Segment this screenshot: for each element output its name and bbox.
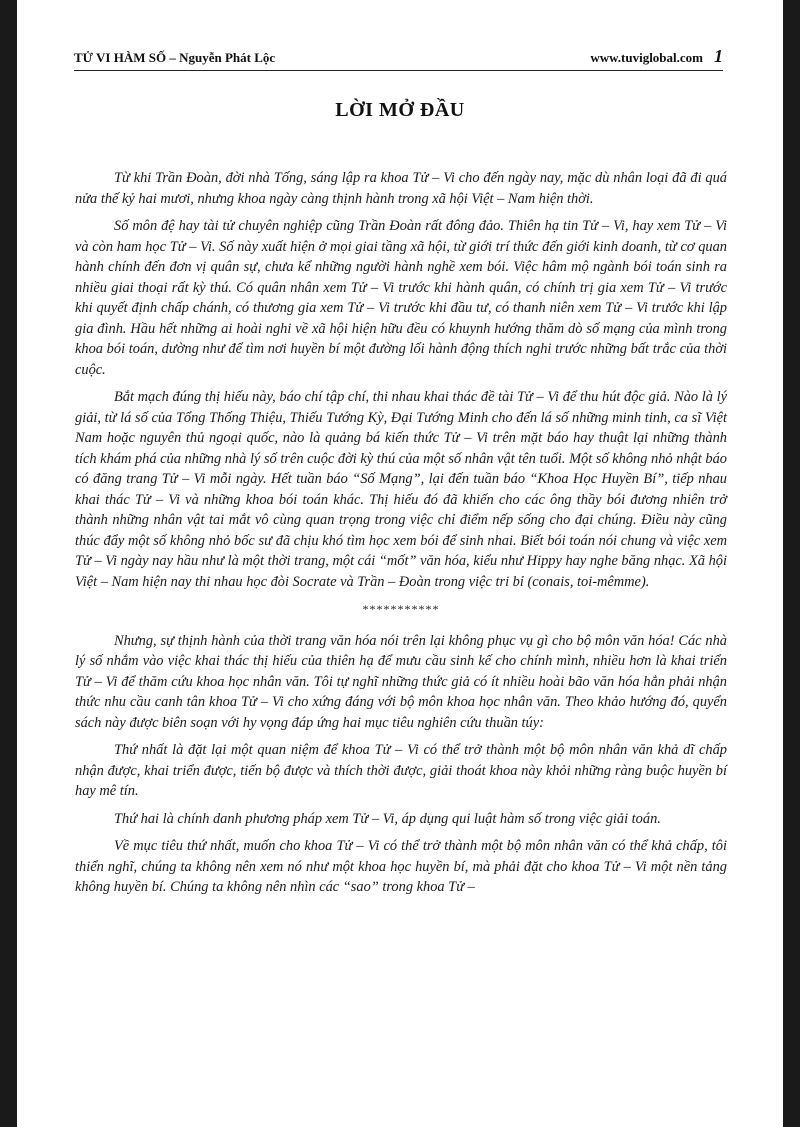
document-page bbox=[17, 0, 783, 1127]
body-text bbox=[75, 168, 727, 905]
paragraph: Thứ hai là chính danh phương pháp xem Tử – Vi, áp dụng qui luật hàm số trong việc giải toán. bbox=[114, 810, 661, 827]
paragraph: Bắt mạch đúng thị hiếu này, báo chí tập chí, thi nhau khai thác đề tài Tử – Vi để thu hút độc giả. Nào là lý giải, từ lá số của Tổng Thống Thiệu, Thiếu Tướng Kỳ, Đại Tướng Minh cho đến lá số những minh tinh, ca sĩ Việt Nam hoặc nguyên thủ ngoại quốc, nào là quảng bá kiến thức Tử – Vi trên mặt báo hay thuật lại những thành tích khám phá của những nhà lý số trên cuộc đời kỳ thú của một số nhân vật tên tuổi. Một số không nhỏ nhật báo có đăng trang Tử – Vi mỗi ngày. Hết tuần báo “Số Mạng”, lại đến tuần báo “Khoa Học Huyền Bí”, tiếp nhau khai thác Tử – Vi và những khoa bói toán khác. Thị hiếu đó đã khiến cho các ông thầy bói đương nhiên trở thành những nhân vật tai mắt vô cùng quan trọng trong việc chỉ điểm nếp sống cho đại chúng. Điều này cũng thúc đẩy một số không nhỏ bốc sư đã chịu khó tìm học xem bói để sinh nhai. Biết bói toán nói chung và việc xem Tử – Vi ngày nay hầu như là một thời trang, một cái “mốt” văn hóa, kiểu như Hippy hay nghe băng nhạc. Xã hội Việt – Nam hiện nay thi nhau học đòi Socrate và Trần – Đoàn trong việc tri bỉ (conais, toi-mêmme). bbox=[75, 389, 727, 590]
paragraph: Thứ nhất là đặt lại một quan niệm để khoa Tử – Vi có thể trở thành một bộ môn nhân văn khả dĩ chấp nhận được, khai triển được, tiến bộ được và thích thời được, giải thoát khoa này khỏi những ràng buộc huyền bí hay mê tín. bbox=[75, 742, 727, 799]
chapter-title: LỜI MỞ ĐẦU bbox=[335, 99, 465, 121]
page-number: 1 bbox=[714, 46, 723, 66]
paragraph: Số môn đệ hay tài tử chuyên nghiệp cũng Trần Đoàn rất đông đảo. Thiên hạ tin Tử – Vi, hay xem Tử – Vi và còn ham học Tử – Vi. Số này xuất hiện ở mọi giai tầng xã hội, từ giới trí thức đến giới kinh doanh, từ cơ quan hành chính đến đơn vị quân sự, chưa kể những người hành nghề xem bói. Việc hâm mộ ngành bói toán sinh ra nhiều giai thoại rất kỳ thú. Có quân nhân xem Tử – Vi trước khi hành quân, có chính trị gia xem Tử – Vi trước khi quyết định chấp chánh, có thương gia xem Tử – Vi trước khi đầu tư, có thanh niên xem Tử – Vi trước khi lập gia đình. Hầu hết những ai hoài nghi về xã hội hiện hữu đều có khuynh hướng thăm dò số mạng của mình trong khoa bói toán, dường như để tìm nơi huyền bí một đường lối hành động thích nghi trước những bất trắc của thời cuộc. bbox=[75, 218, 727, 378]
paragraph: Từ khi Trần Đoàn, đời nhà Tống, sáng lập ra khoa Tử – Vi cho đến ngày nay, mặc dù nhân loại đã đi quá nửa thế kỷ hai mươi, nhưng khoa ngày càng thịnh hành trong xã hội Việt – Nam hiện thời. bbox=[75, 170, 727, 207]
paragraph: Về mục tiêu thứ nhất, muốn cho khoa Tử – Vi có thể trở thành một bộ môn nhân văn có thể khả chấp, tôi thiển nghĩ, chúng ta không nên xem nó như một khoa học huyền bí, mà phải đặt cho khoa Tử – Vi một nền tảng không huyền bí. Chúng ta không nên nhìn các “sao” trong khoa Tử – bbox=[75, 838, 727, 895]
section-separator: *********** bbox=[362, 602, 440, 616]
header-book-title: TỬ VI HÀM SỐ – Nguyễn Phát Lộc bbox=[74, 50, 276, 65]
page-header bbox=[74, 46, 723, 71]
paragraph: Nhưng, sự thịnh hành của thời trang văn hóa nói trên lại không phục vụ gì cho bộ môn văn hóa! Các nhà lý số nhắm vào việc khai thác thị hiếu của thiên hạ để mưu cầu sinh kế cho chính mình, nhiều hơn là khai triển Tử – Vi để thăm cứu khoa học nhân văn. Tôi tự nghĩ những thức giả có ít nhiều hoài bão văn hóa hẳn phải nhận thức nhu cầu canh tân khoa Tử – Vi cho xứng đáng với bộ môn khoa học nhân văn. Theo khảo hướng đó, quyển sách này được biên soạn với hy vọng đáp ứng hai mục tiêu nghiên cứu thuần túy: bbox=[75, 632, 727, 731]
header-website[interactable]: www.tuviglobal.com bbox=[590, 50, 703, 65]
